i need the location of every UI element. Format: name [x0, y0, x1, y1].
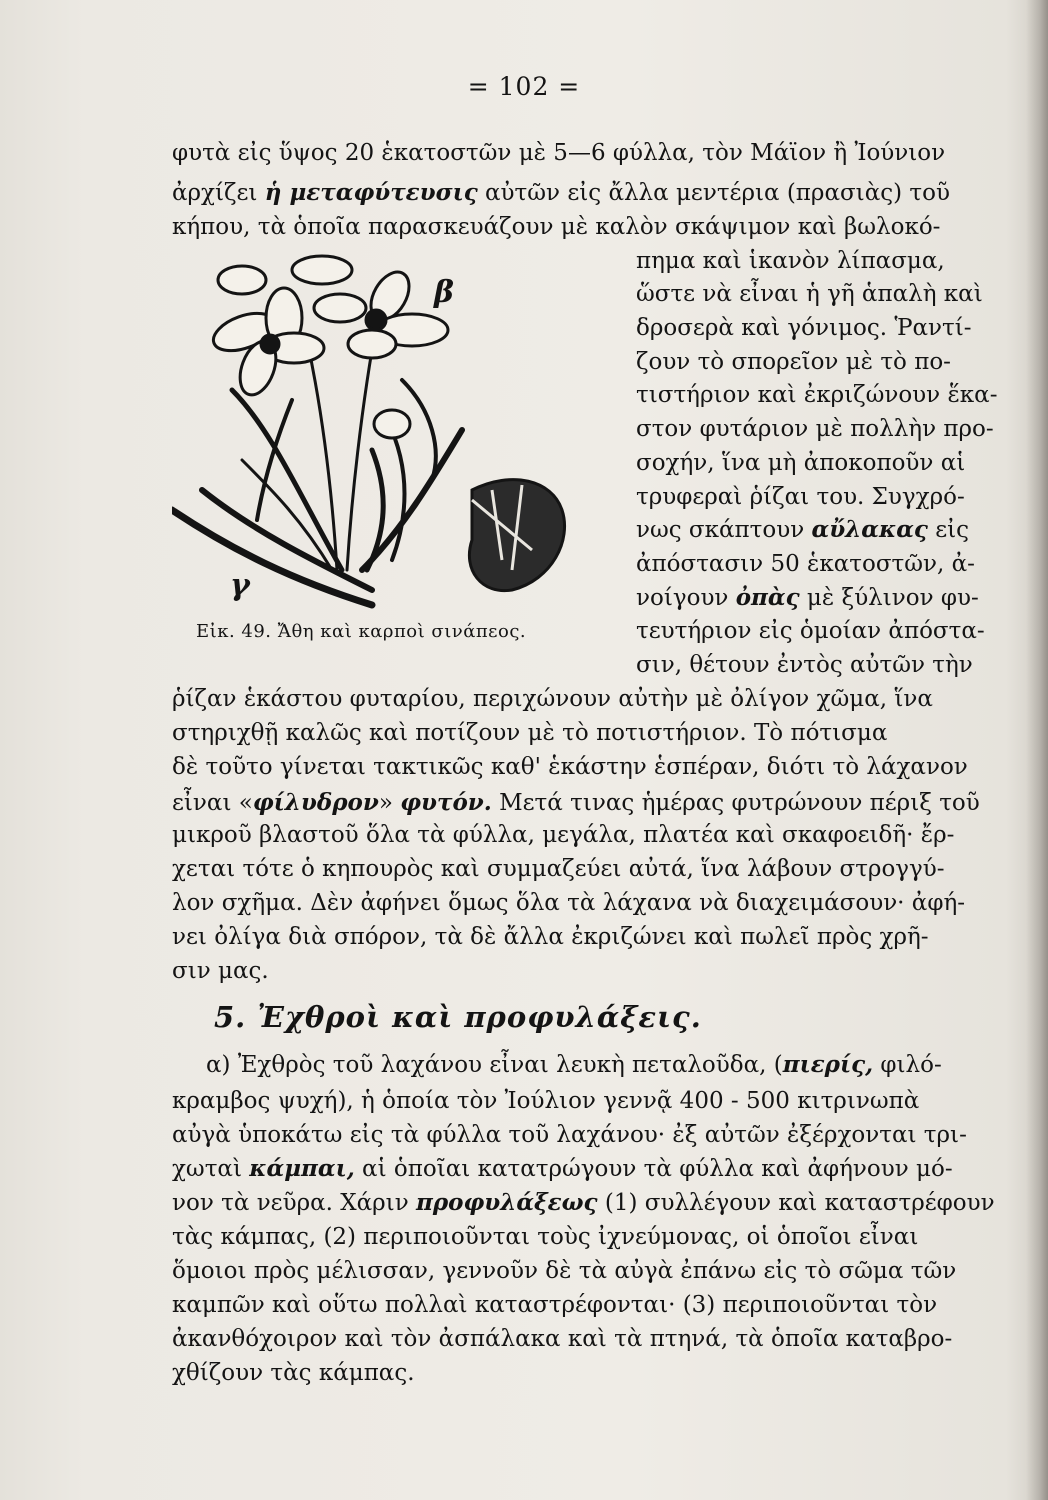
text-line: φυτὰ εἰς ὕψος 20 ἑκατοστῶν μὲ 5—6 φύλλα, τὸν Μάϊον ἢ Ἰούνιον [172, 140, 946, 166]
page-edge-shadow [1026, 0, 1048, 1500]
text-line: τευτήριον εἰς ὁμοίαν ἀπόστα- [636, 618, 985, 644]
text-line: στον φυτάριον μὲ πολλὴν προ- [636, 416, 994, 442]
text-line: αὐγὰ ὑποκάτω εἰς τὰ φύλλα τοῦ λαχάνου· ἐξ αὐτῶν ἐξέρχονται τρι- [172, 1122, 967, 1148]
text-line: καμπῶν καὶ οὕτω πολλαὶ καταστρέφονται· (3) περιποιοῦνται τὸν [172, 1292, 938, 1318]
text-line: τιστήριον καὶ ἐκριζώνουν ἕκα- [636, 382, 998, 408]
text-line: πημα καὶ ἱκανὸν λίπασμα, [636, 248, 945, 274]
page-number: = 102 = [467, 72, 581, 101]
section-heading: 5. Ἐχθροὶ καὶ προφυλάξεις. [214, 1000, 702, 1034]
mustard-plant-illustration [172, 240, 612, 620]
text-line: λον σχῆμα. Δὲν ἀφήνει ὅμως ὅλα τὰ λάχανα νὰ διαχειμάσουν· ἀφή- [172, 890, 965, 916]
figure-label-g: γ [230, 568, 250, 603]
text-line: χεται τότε ὁ κηπουρὸς καὶ συμμαζεύει αὐτά, ἵνα λάβουν στρογγύ- [172, 856, 945, 882]
text-line: ὅμοιοι πρὸς μέλισσαν, γεννοῦν δὲ τὰ αὐγὰ ἐπάνω εἰς τὸ σῶμα τῶν [172, 1258, 957, 1284]
text-line: νοίγουν ὀπὰς μὲ ξύλινον φυ- [636, 584, 979, 611]
text-line: σιν μας. [172, 958, 269, 984]
text-line: ῥίζαν ἑκάστου φυταρίου, περιχώνουν αὐτὴν μὲ ὀλίγον χῶμα, ἵνα [172, 686, 933, 712]
figure-caption: Εἰκ. 49. Ἄθη καὶ καρποὶ σινάπεος. [196, 621, 527, 642]
text-line: σοχήν, ἵνα μὴ ἀποκοποῦν αἱ [636, 450, 966, 476]
text-line: α) Ἐχθρὸς τοῦ λαχάνου εἶναι λευκὴ πεταλοῦδα, (πιερίς, φιλό- [206, 1051, 942, 1078]
text-line: χωταὶ κάμπαι, αἱ ὁποῖαι κατατρώγουν τὰ φύλλα καὶ ἀφήνουν μό- [172, 1155, 953, 1182]
figure-label-b: β [434, 275, 454, 310]
text-line: εἶναι «φίλυδρον» φυτόν. Μετά τινας ἡμέρας φυτρώνουν πέριξ τοῦ [172, 789, 980, 816]
text-line: σιν, θέτουν ἐντὸς αὐτῶν τὴν [636, 652, 973, 678]
text-line: τρυφεραὶ ῥίζαι του. Συγχρό- [636, 484, 965, 510]
text-line: ὥστε νὰ εἶναι ἡ γῆ ἁπαλὴ καὶ [636, 281, 983, 307]
text-line: νως σκάπτουν αὔλακας εἰς [636, 516, 970, 543]
text-line: ἀπόστασιν 50 ἑκατοστῶν, ἀ- [636, 551, 975, 577]
text-line: ἀρχίζει ἡ μεταφύτευσις αὐτῶν εἰς ἄλλα μεντέρια (πρασιὰς) τοῦ [172, 179, 950, 206]
text-line: δροσερὰ καὶ γόνιμος. Ῥαντί- [636, 315, 972, 341]
text-line: κραμβος ψυχή), ἡ ὁποία τὸν Ἰούλιον γεννᾷ 400 - 500 κιτρινωπὰ [172, 1088, 920, 1114]
text-line: νει ὀλίγα διὰ σπόρον, τὰ δὲ ἄλλα ἐκριζώνει καὶ πωλεῖ πρὸς χρῆ- [172, 924, 929, 950]
text-line: μικροῦ βλαστοῦ ὅλα τὰ φύλλα, μεγάλα, πλατέα καὶ σκαφοειδῆ· ἔρ- [172, 822, 955, 848]
text-line: δὲ τοῦτο γίνεται τακτικῶς καθ' ἑκάστην ἑσπέραν, διότι τὸ λάχανον [172, 754, 968, 780]
text-line: τὰς κάμπας, (2) περιποιοῦνται τοὺς ἰχνεύμονας, οἱ ὁποῖοι εἶναι [172, 1224, 919, 1250]
text-line: στηριχθῇ καλῶς καὶ ποτίζουν μὲ τὸ ποτιστήριον. Τὸ πότισμα [172, 720, 888, 746]
text-line: ζουν τὸ σπορεῖον μὲ τὸ πο- [636, 349, 951, 375]
text-line: χθίζουν τὰς κάμπας. [172, 1360, 415, 1386]
text-line: νον τὰ νεῦρα. Χάριν προφυλάξεως (1) συλλέγουν καὶ καταστρέφουν [172, 1189, 995, 1216]
text-line: κήπου, τὰ ὁποῖα παρασκευάζουν μὲ καλὸν σκάψιμον καὶ βωλοκό- [172, 214, 941, 240]
text-line: ἀκανθόχοιρον καὶ τὸν ἀσπάλακα καὶ τὰ πτηνά, τὰ ὁποῖα καταβρο- [172, 1326, 953, 1352]
figure-mustard-flowers [172, 240, 612, 620]
